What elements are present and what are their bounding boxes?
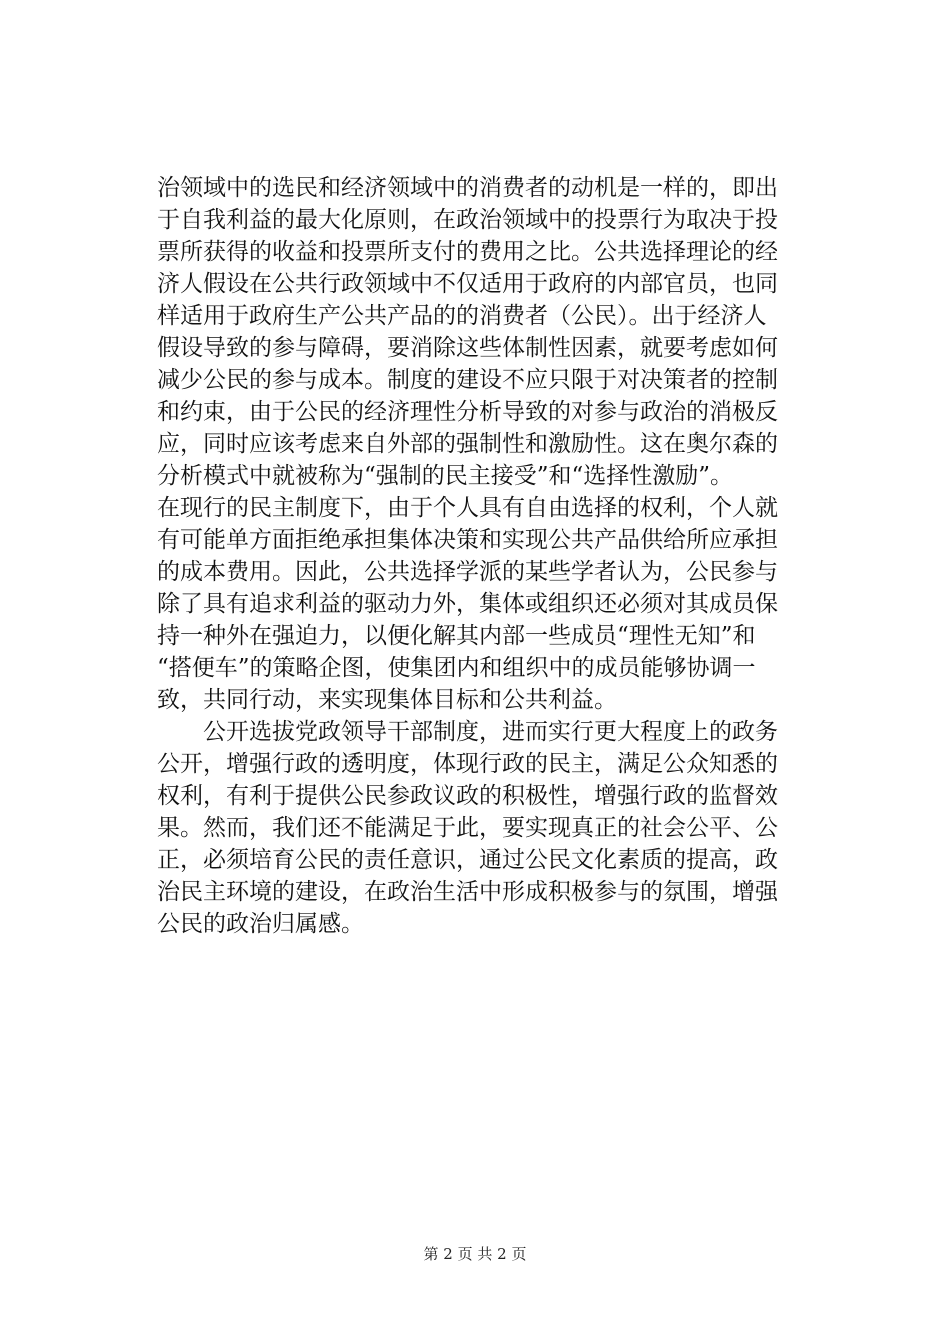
- text-line: 分析模式中就被称为“强制的民主接受”和“选择性激励”。: [157, 463, 734, 489]
- text-line: 应，同时应该考虑来自外部的强制性和激励性。这在奥尔森的: [157, 431, 778, 457]
- text-line: 票所获得的收益和投票所支付的费用之比。公共选择理论的经: [157, 239, 778, 265]
- text-line: 正，必须培育公民的责任意识，通过公民文化素质的提高，政: [157, 847, 778, 873]
- body-text: [157, 172, 797, 940]
- text-line: 致，共同行动，来实现集体目标和公共利益。: [157, 687, 617, 713]
- text-line: 样适用于政府生产公共产品的的消费者（公民）。出于经济人: [157, 303, 767, 329]
- text-line: 假设导致的参与障碍，要消除这些体制性因素，就要考虑如何: [157, 335, 778, 361]
- text-line: 治领域中的选民和经济领域中的消费者的动机是一样的，即出: [157, 175, 778, 201]
- page-footer: [0, 1244, 950, 1264]
- text-line: 公开选拔党政领导干部制度，进而实行更大程度上的政务: [157, 719, 778, 745]
- text-line: 公民的政治归属感。: [157, 911, 364, 937]
- text-line: 除了具有追求利益的驱动力外，集体或组织还必须对其成员保: [157, 591, 778, 617]
- text-line: 权利，有利于提供公民参政议政的积极性，增强行政的监督效: [157, 783, 778, 809]
- text-line: 有可能单方面拒绝承担集体决策和实现公共产品供给所应承担: [157, 527, 778, 553]
- text-line: 减少公民的参与成本。制度的建设不应只限于对决策者的控制: [157, 367, 778, 393]
- text-line: “搭便车”的策略企图，使集团内和组织中的成员能够协调一: [157, 655, 756, 681]
- text-line: 于自我利益的最大化原则，在政治领域中的投票行为取决于投: [157, 207, 778, 233]
- text-line: 在现行的民主制度下，由于个人具有自由选择的权利，个人就: [157, 495, 778, 521]
- text-line: 果。然而，我们还不能满足于此，要实现真正的社会公平、公: [157, 815, 778, 841]
- text-line: 公开，增强行政的透明度，体现行政的民主，满足公众知悉的: [157, 751, 778, 777]
- text-line: 治民主环境的建设，在政治生活中形成积极参与的氛围，增强: [157, 879, 778, 905]
- text-line: 的成本费用。因此，公共选择学派的某些学者认为，公民参与: [157, 559, 778, 585]
- text-line: 济人假设在公共行政领域中不仅适用于政府的内部官员，也同: [157, 271, 778, 297]
- page-number-label: 第 2 页 共 2 页: [423, 1245, 527, 1263]
- text-line: 和约束，由于公民的经济理性分析导致的对参与政治的消极反: [157, 399, 778, 425]
- text-line: 持一种外在强迫力，以便化解其内部一些成员“理性无知”和: [157, 623, 756, 649]
